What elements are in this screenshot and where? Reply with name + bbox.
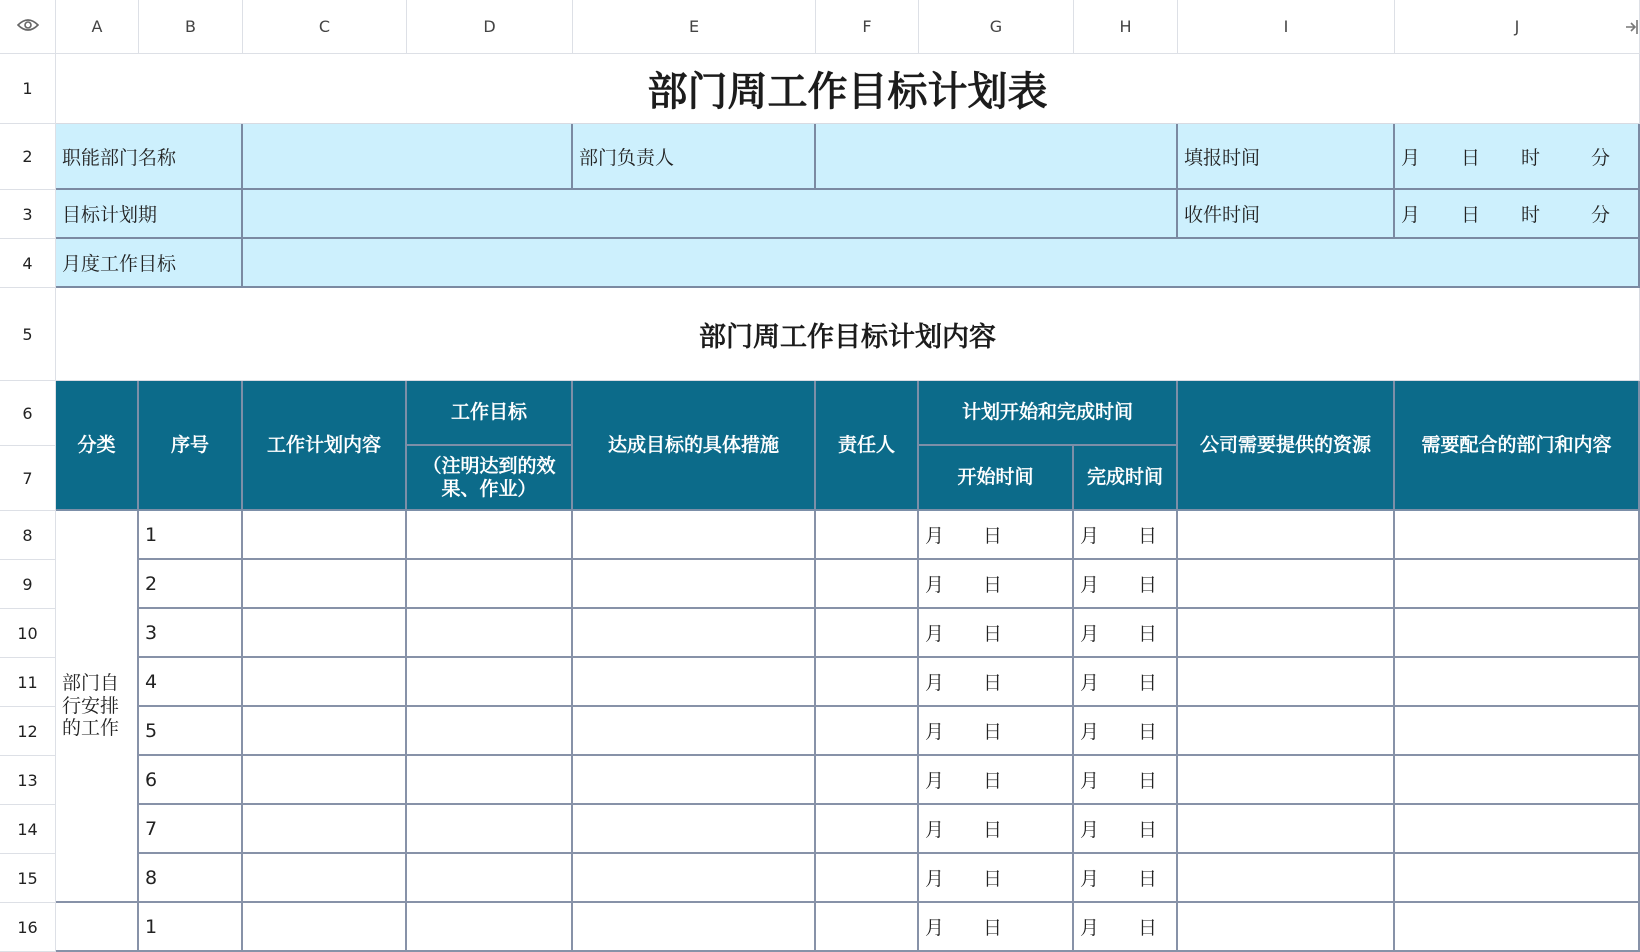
plan-content-cell[interactable] [243, 756, 407, 805]
cooperation-cell[interactable] [1395, 805, 1640, 854]
cooperation-cell[interactable] [1395, 658, 1640, 707]
month-text: 月 [1080, 770, 1100, 792]
month-text: 月 [1401, 146, 1421, 169]
day-text: 日 [1138, 721, 1158, 743]
measures-cell[interactable] [573, 609, 816, 658]
plan-content-cell[interactable] [243, 854, 407, 903]
expand-arrow-icon[interactable] [1624, 18, 1638, 40]
resources-cell[interactable] [1178, 511, 1395, 560]
day-text: 日 [983, 770, 1003, 792]
plan-content-cell[interactable] [243, 560, 407, 609]
cooperation-cell[interactable] [1395, 854, 1640, 903]
month-text: 月 [1080, 623, 1100, 645]
plan-content-cell[interactable] [243, 707, 407, 756]
header-work-goal-note[interactable]: （注明达到的效果、作业） [407, 446, 573, 511]
hour-text: 时 [1521, 146, 1541, 169]
header-cooperation[interactable]: 需要配合的部门和内容 [1395, 381, 1640, 511]
work-goal-cell[interactable] [407, 560, 573, 609]
row-header-6[interactable]: 6 [0, 381, 56, 446]
row-header-1[interactable]: 1 [0, 54, 56, 124]
sheet-title[interactable]: 部门周工作目标计划表 [56, 54, 1640, 124]
day-text: 日 [1138, 819, 1158, 841]
cooperation-cell[interactable] [1395, 903, 1640, 952]
row-header-16[interactable]: 16 [0, 903, 56, 952]
column-header-f[interactable]: F [816, 0, 919, 54]
row-header-4[interactable]: 4 [0, 239, 56, 288]
start-time-cell[interactable] [919, 903, 1074, 952]
owner-cell[interactable] [816, 805, 919, 854]
cooperation-cell[interactable] [1395, 560, 1640, 609]
cooperation-cell[interactable] [1395, 756, 1640, 805]
cooperation-cell[interactable] [1395, 609, 1640, 658]
row-header-9[interactable]: 9 [0, 560, 56, 609]
monthly-goal-value[interactable] [243, 239, 1640, 288]
seq-cell[interactable]: 6 [139, 756, 243, 805]
dept-head-value[interactable] [816, 124, 1178, 190]
owner-cell[interactable] [816, 756, 919, 805]
fill-time-label[interactable]: 填报时间 [1178, 124, 1395, 190]
column-header-d[interactable]: D [407, 0, 573, 54]
category-cell-next[interactable] [56, 903, 139, 952]
row-header-5[interactable]: 5 [0, 288, 56, 381]
header-plan-time[interactable]: 计划开始和完成时间 [919, 381, 1178, 446]
measures-cell[interactable] [573, 707, 816, 756]
monthly-goal-label[interactable]: 月度工作目标 [56, 239, 243, 288]
plan-content-cell[interactable] [243, 511, 407, 560]
row-header-8[interactable]: 8 [0, 511, 56, 560]
start-time-cell[interactable] [919, 854, 1074, 903]
finish-time-cell[interactable] [1074, 756, 1178, 805]
day-text: 日 [1461, 146, 1481, 169]
day-text: 日 [1138, 623, 1158, 645]
work-goal-cell[interactable] [407, 511, 573, 560]
header-finish-time[interactable]: 完成时间 [1074, 446, 1178, 511]
finish-time-cell[interactable] [1074, 511, 1178, 560]
finish-time-cell[interactable] [1074, 903, 1178, 952]
month-text: 月 [925, 770, 945, 792]
header-owner[interactable]: 责任人 [816, 381, 919, 511]
resources-cell[interactable] [1178, 707, 1395, 756]
column-header-i[interactable]: I [1178, 0, 1395, 54]
measures-cell[interactable] [573, 805, 816, 854]
day-text: 日 [983, 917, 1003, 939]
start-time-cell[interactable] [919, 707, 1074, 756]
day-text: 日 [1138, 770, 1158, 792]
resources-cell[interactable] [1178, 756, 1395, 805]
start-time-cell[interactable] [919, 756, 1074, 805]
column-header-a[interactable]: A [56, 0, 139, 54]
measures-cell[interactable] [573, 854, 816, 903]
month-text: 月 [925, 525, 945, 547]
day-text: 日 [1138, 672, 1158, 694]
finish-time-cell[interactable] [1074, 609, 1178, 658]
plan-content-cell[interactable] [243, 805, 407, 854]
header-measures[interactable]: 达成目标的具体措施 [573, 381, 816, 511]
month-text: 月 [925, 574, 945, 596]
month-text: 月 [1080, 917, 1100, 939]
finish-time-cell[interactable] [1074, 805, 1178, 854]
month-text: 月 [925, 672, 945, 694]
owner-cell[interactable] [816, 560, 919, 609]
month-text: 月 [1080, 574, 1100, 596]
day-text: 日 [983, 868, 1003, 890]
seq-cell[interactable]: 1 [139, 511, 243, 560]
owner-cell[interactable] [816, 658, 919, 707]
plan-content-cell[interactable] [243, 609, 407, 658]
work-goal-cell[interactable] [407, 707, 573, 756]
start-time-cell[interactable] [919, 609, 1074, 658]
measures-cell[interactable] [573, 903, 816, 952]
day-text: 日 [983, 819, 1003, 841]
day-text: 日 [983, 525, 1003, 547]
category-cell[interactable]: 部门自行安排的工作 [56, 511, 139, 903]
finish-time-cell[interactable] [1074, 560, 1178, 609]
plan-content-cell[interactable] [243, 903, 407, 952]
day-text: 日 [1138, 917, 1158, 939]
month-text: 月 [1080, 525, 1100, 547]
resources-cell[interactable] [1178, 854, 1395, 903]
owner-cell[interactable] [816, 854, 919, 903]
resources-cell[interactable] [1178, 609, 1395, 658]
resources-cell[interactable] [1178, 658, 1395, 707]
finish-time-cell[interactable] [1074, 707, 1178, 756]
owner-cell[interactable] [816, 707, 919, 756]
column-header-b[interactable]: B [139, 0, 243, 54]
month-text: 月 [1080, 672, 1100, 694]
seq-cell[interactable]: 2 [139, 560, 243, 609]
header-plan-content[interactable]: 工作计划内容 [243, 381, 407, 511]
month-text: 月 [1080, 819, 1100, 841]
start-time-cell[interactable] [919, 805, 1074, 854]
measures-cell[interactable] [573, 658, 816, 707]
target-period-label[interactable]: 目标计划期 [56, 190, 243, 239]
row-header-10[interactable]: 10 [0, 609, 56, 658]
section-subtitle[interactable]: 部门周工作目标计划内容 [56, 288, 1640, 381]
month-text: 月 [925, 819, 945, 841]
header-resources[interactable]: 公司需要提供的资源 [1178, 381, 1395, 511]
measures-cell[interactable] [573, 560, 816, 609]
seq-cell[interactable]: 3 [139, 609, 243, 658]
work-goal-cell[interactable] [407, 854, 573, 903]
row-header-3[interactable]: 3 [0, 190, 56, 239]
seq-cell[interactable]: 8 [139, 854, 243, 903]
owner-cell[interactable] [816, 609, 919, 658]
day-text: 日 [1138, 574, 1158, 596]
start-time-cell[interactable] [919, 658, 1074, 707]
column-header-h[interactable]: H [1074, 0, 1178, 54]
day-text: 日 [983, 574, 1003, 596]
dept-name-value[interactable] [243, 124, 573, 190]
day-text: 日 [1138, 525, 1158, 547]
plan-content-cell[interactable] [243, 658, 407, 707]
row-header-14[interactable]: 14 [0, 805, 56, 854]
month-text: 月 [925, 917, 945, 939]
start-time-cell[interactable] [919, 560, 1074, 609]
row-header-7[interactable]: 7 [0, 446, 56, 511]
seq-cell[interactable]: 1 [139, 903, 243, 952]
work-goal-cell[interactable] [407, 903, 573, 952]
measures-cell[interactable] [573, 756, 816, 805]
row-header-13[interactable]: 13 [0, 756, 56, 805]
finish-time-cell[interactable] [1074, 854, 1178, 903]
month-text: 月 [1401, 204, 1421, 226]
header-category[interactable]: 分类 [56, 381, 139, 511]
day-text: 日 [1138, 868, 1158, 890]
cooperation-cell[interactable] [1395, 707, 1640, 756]
row-header-2[interactable]: 2 [0, 124, 56, 190]
resources-cell[interactable] [1178, 805, 1395, 854]
cooperation-cell[interactable] [1395, 511, 1640, 560]
work-goal-cell[interactable] [407, 609, 573, 658]
header-start-time[interactable]: 开始时间 [919, 446, 1074, 511]
column-header-j[interactable]: J [1395, 0, 1640, 54]
resources-cell[interactable] [1178, 560, 1395, 609]
work-goal-cell[interactable] [407, 658, 573, 707]
finish-time-cell[interactable] [1074, 658, 1178, 707]
resources-cell[interactable] [1178, 903, 1395, 952]
fill-time-value[interactable] [1395, 124, 1640, 190]
owner-cell[interactable] [816, 511, 919, 560]
eye-icon[interactable] [17, 17, 39, 36]
work-goal-cell[interactable] [407, 805, 573, 854]
column-header-g[interactable]: G [919, 0, 1074, 54]
seq-cell[interactable]: 7 [139, 805, 243, 854]
month-text: 月 [925, 868, 945, 890]
header-seq[interactable]: 序号 [139, 381, 243, 511]
minute-text: 分 [1591, 146, 1611, 169]
row-header-11[interactable]: 11 [0, 658, 56, 707]
work-goal-cell[interactable] [407, 756, 573, 805]
month-text: 月 [1080, 721, 1100, 743]
row-header-15[interactable]: 15 [0, 854, 56, 903]
seq-cell[interactable]: 4 [139, 658, 243, 707]
seq-cell[interactable]: 5 [139, 707, 243, 756]
day-text: 日 [983, 672, 1003, 694]
corner-cell[interactable] [0, 0, 56, 54]
minute-text: 分 [1591, 204, 1611, 226]
row-header-12[interactable]: 12 [0, 707, 56, 756]
month-text: 月 [925, 721, 945, 743]
measures-cell[interactable] [573, 511, 816, 560]
owner-cell[interactable] [816, 903, 919, 952]
month-text: 月 [1080, 868, 1100, 890]
column-header-e[interactable]: E [573, 0, 816, 54]
header-work-goal[interactable]: 工作目标 [407, 381, 573, 446]
day-text: 日 [983, 623, 1003, 645]
target-period-value[interactable] [243, 190, 1178, 239]
hour-text: 时 [1521, 204, 1541, 226]
column-header-c[interactable]: C [243, 0, 407, 54]
dept-name-label[interactable]: 职能部门名称 [56, 124, 243, 190]
start-time-cell[interactable] [919, 511, 1074, 560]
receive-time-label[interactable]: 收件时间 [1178, 190, 1395, 239]
receive-time-value[interactable] [1395, 190, 1640, 239]
dept-head-label[interactable]: 部门负责人 [573, 124, 816, 190]
day-text: 日 [983, 721, 1003, 743]
day-text: 日 [1461, 204, 1481, 226]
month-text: 月 [925, 623, 945, 645]
